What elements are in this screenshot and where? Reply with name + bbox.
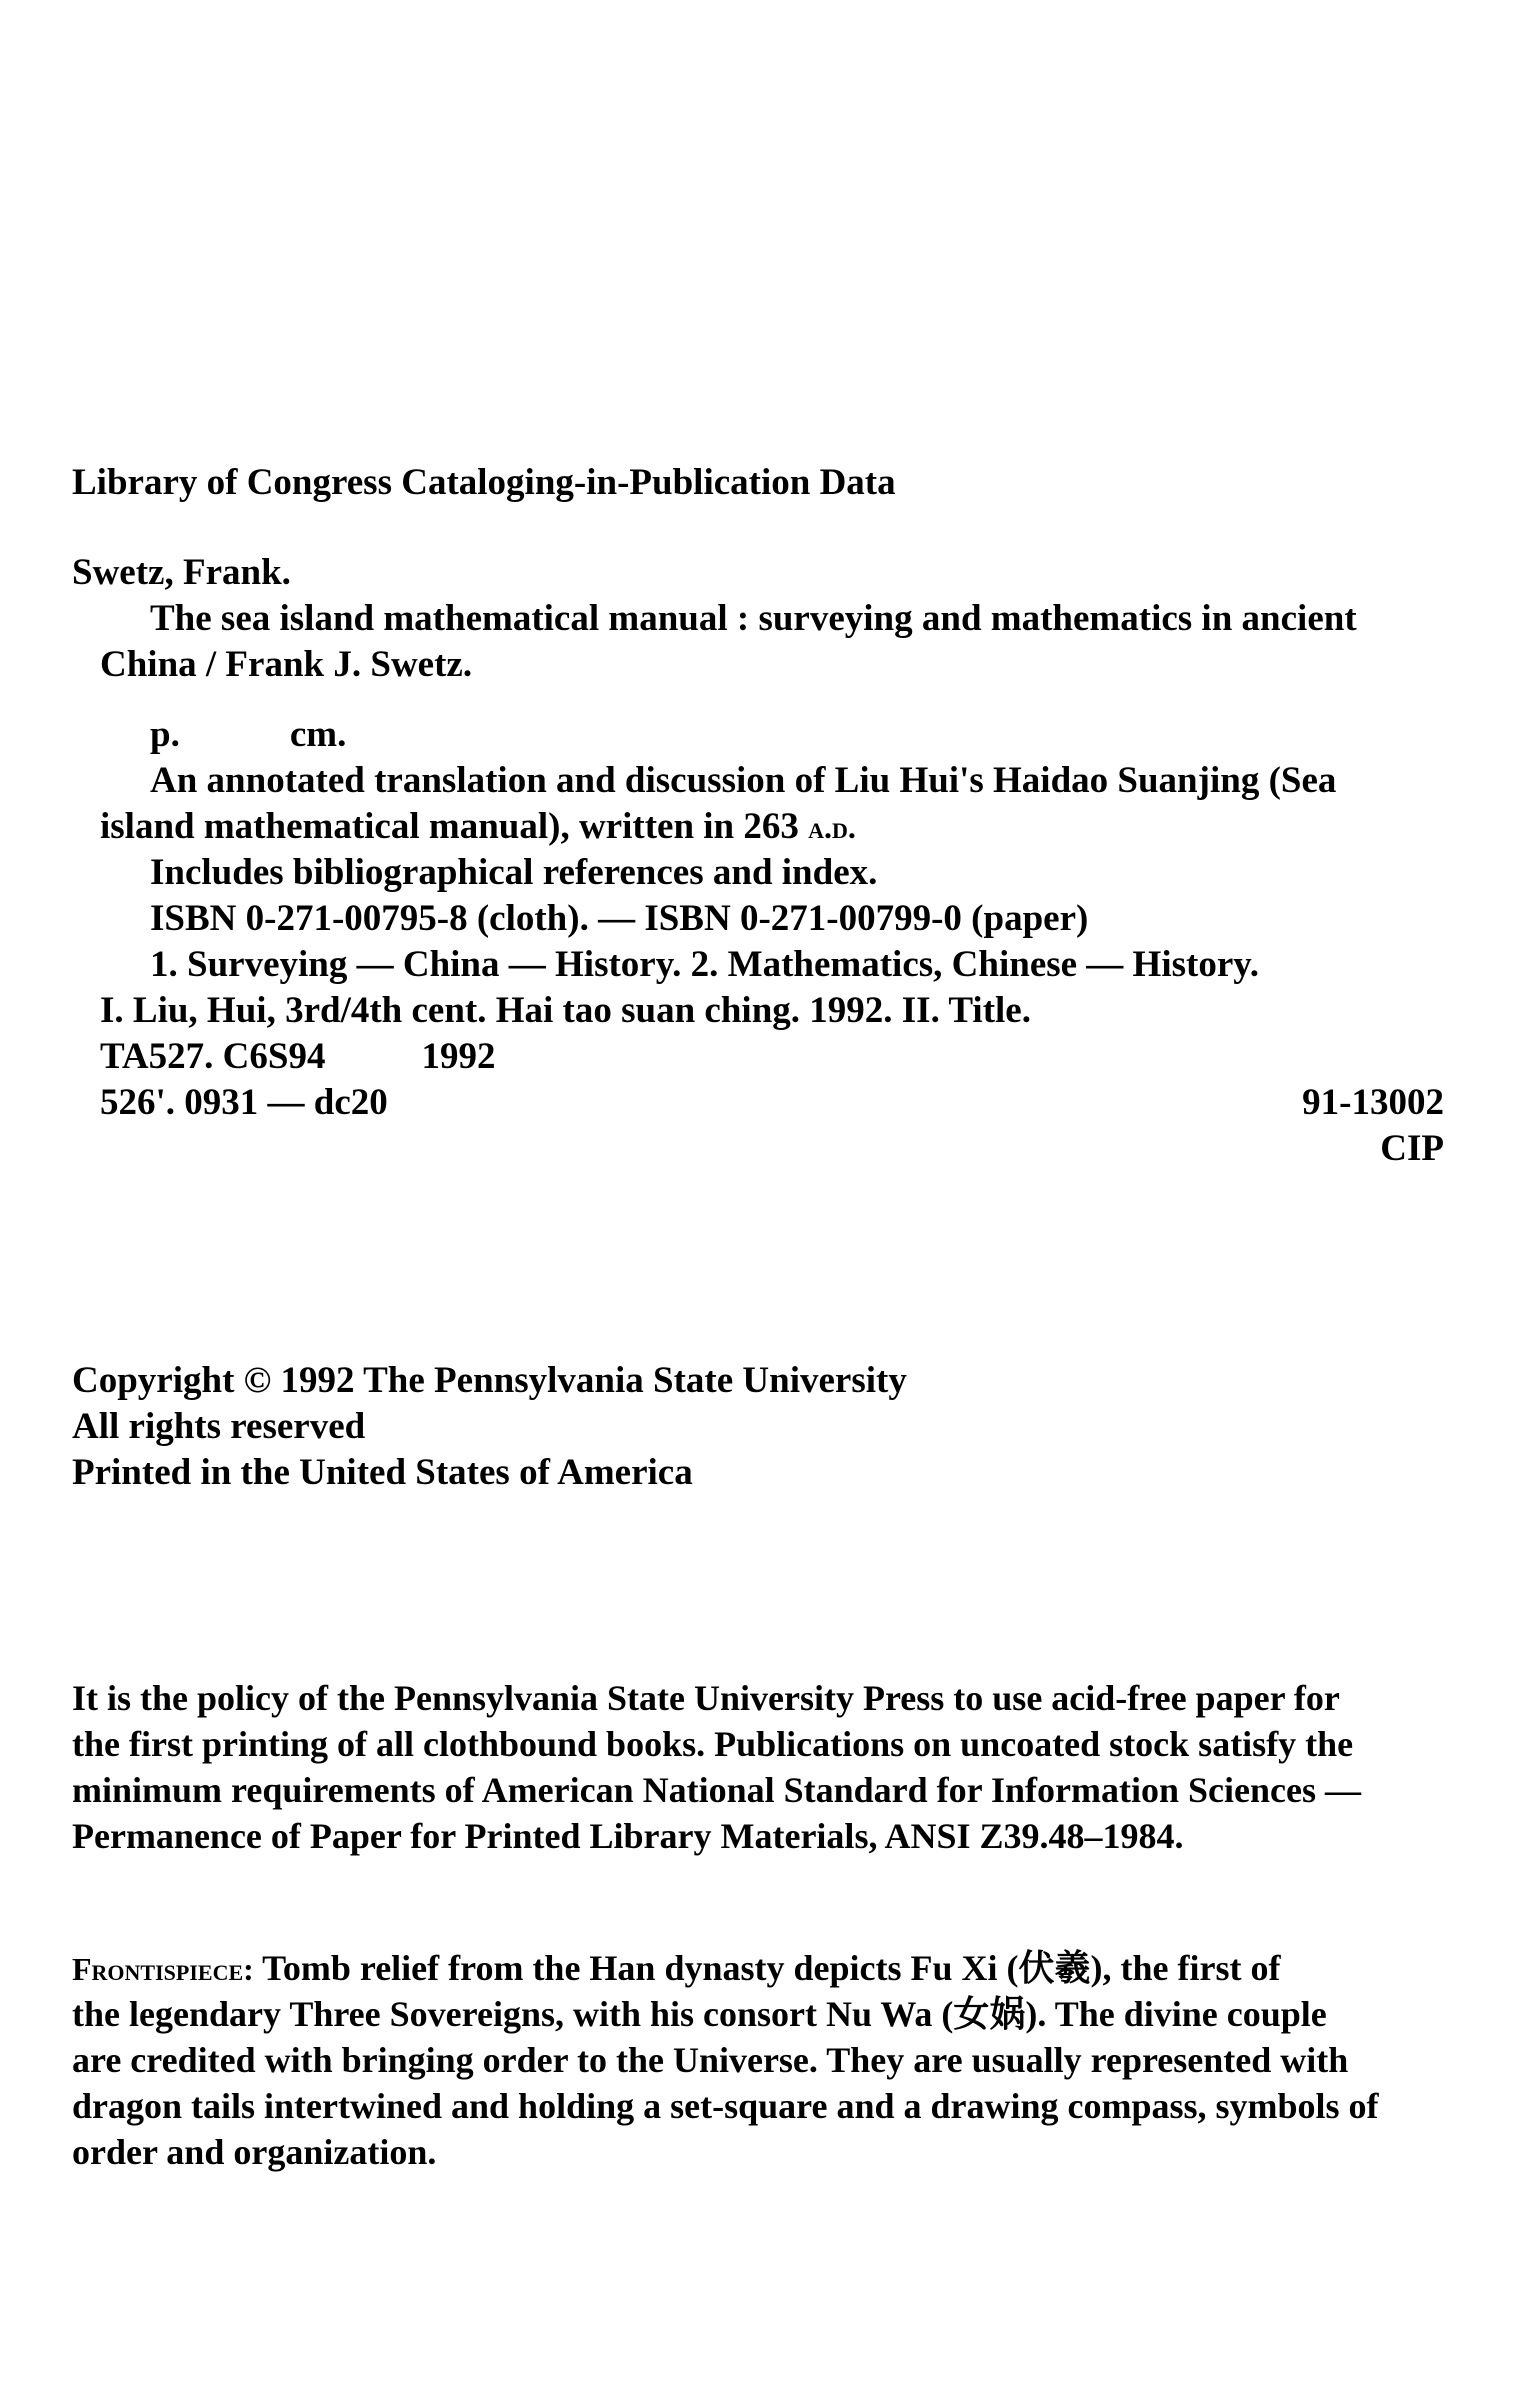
frontispiece-line-3: are credited with bringing order to the Universe. They are usually represented with <box>72 2040 1349 2080</box>
frontispiece-line-1 <box>72 1945 1444 1991</box>
policy-line-4: Permanence of Paper for Printed Library Materials, ANSI Z39.48–1984. <box>72 1816 1184 1856</box>
policy-line-1: It is the policy of the Pennsylvania State University Press to use acid-free paper for <box>72 1678 1340 1718</box>
cip-bibliography: Includes bibliographical references and index. <box>150 852 878 893</box>
cip-mark: CIP <box>1380 1128 1444 1169</box>
printed-in: Printed in the United States of America <box>72 1452 693 1493</box>
cip-dewey: 526'. 0931 — dc20 <box>100 1082 388 1123</box>
cip-lc-class: TA527. C6S94 <box>100 1036 326 1077</box>
cip-author: Swetz, Frank. <box>72 552 291 593</box>
cip-note-line-2 <box>72 804 1444 850</box>
policy-line-2: the first printing of all clothbound books. Publications on uncoated stock satisfy the <box>72 1724 1354 1764</box>
cip-pages: p. <box>150 714 180 755</box>
policy-line-3: minimum requirements of American National Standard for Information Sciences — <box>72 1770 1361 1810</box>
copyright-notice: Copyright © 1992 The Pennsylvania State University <box>72 1360 907 1401</box>
cip-note-era: a.d. <box>808 809 856 845</box>
cip-block <box>72 460 1444 506</box>
frontispiece-line-1-text: Tomb relief from the Han dynasty depicts Fu Xi (伏羲), the first of <box>253 1948 1281 1988</box>
cip-physical-description <box>72 712 1444 758</box>
frontispiece-line-4: dragon tails intertwined and holding a set-square and a drawing compass, symbols of <box>72 2086 1379 2126</box>
cip-lc-year: 1992 <box>421 1036 496 1077</box>
cip-title-line-2: China / Frank J. Swetz. <box>100 644 473 685</box>
cip-isbn: ISBN 0-271-00795-8 (cloth). — ISBN 0-271-00799-0 (paper) <box>150 898 1089 939</box>
frontispiece-label: Frontispiece: <box>72 1951 254 1987</box>
cip-note-line-1: An annotated translation and discussion of Liu Hui's Haidao Suanjing (Sea <box>150 760 1337 801</box>
cip-dewey-row <box>72 1080 1444 1126</box>
cip-title-line-1: The sea island mathematical manual : surveying and mathematics in ancient <box>150 598 1357 639</box>
copyright-block <box>72 1358 1444 1496</box>
frontispiece-line-2: the legendary Three Sovereigns, with his consort Nu Wa (女娲). The divine couple <box>72 1994 1327 2034</box>
frontispiece-line-5: order and organization. <box>72 2132 437 2172</box>
paper-policy-block <box>72 1675 1444 1859</box>
cip-record <box>72 550 1444 1172</box>
cip-subjects: 1. Surveying — China — History. 2. Mathematics, Chinese — History. <box>150 944 1259 985</box>
frontispiece-caption <box>72 1945 1444 2175</box>
cip-added-entries: I. Liu, Hui, 3rd/4th cent. Hai tao suan ching. 1992. II. Title. <box>100 990 1031 1031</box>
cip-cm: cm. <box>289 714 347 755</box>
rights-reserved: All rights reserved <box>72 1406 366 1447</box>
cip-lccn: 91-13002 <box>1302 1082 1444 1123</box>
cip-note-line-2-text: island mathematical manual), written in 263 <box>100 806 809 847</box>
cip-lc-classification <box>72 1034 1444 1080</box>
cip-heading: Library of Congress Cataloging-in-Publication Data <box>72 462 896 503</box>
